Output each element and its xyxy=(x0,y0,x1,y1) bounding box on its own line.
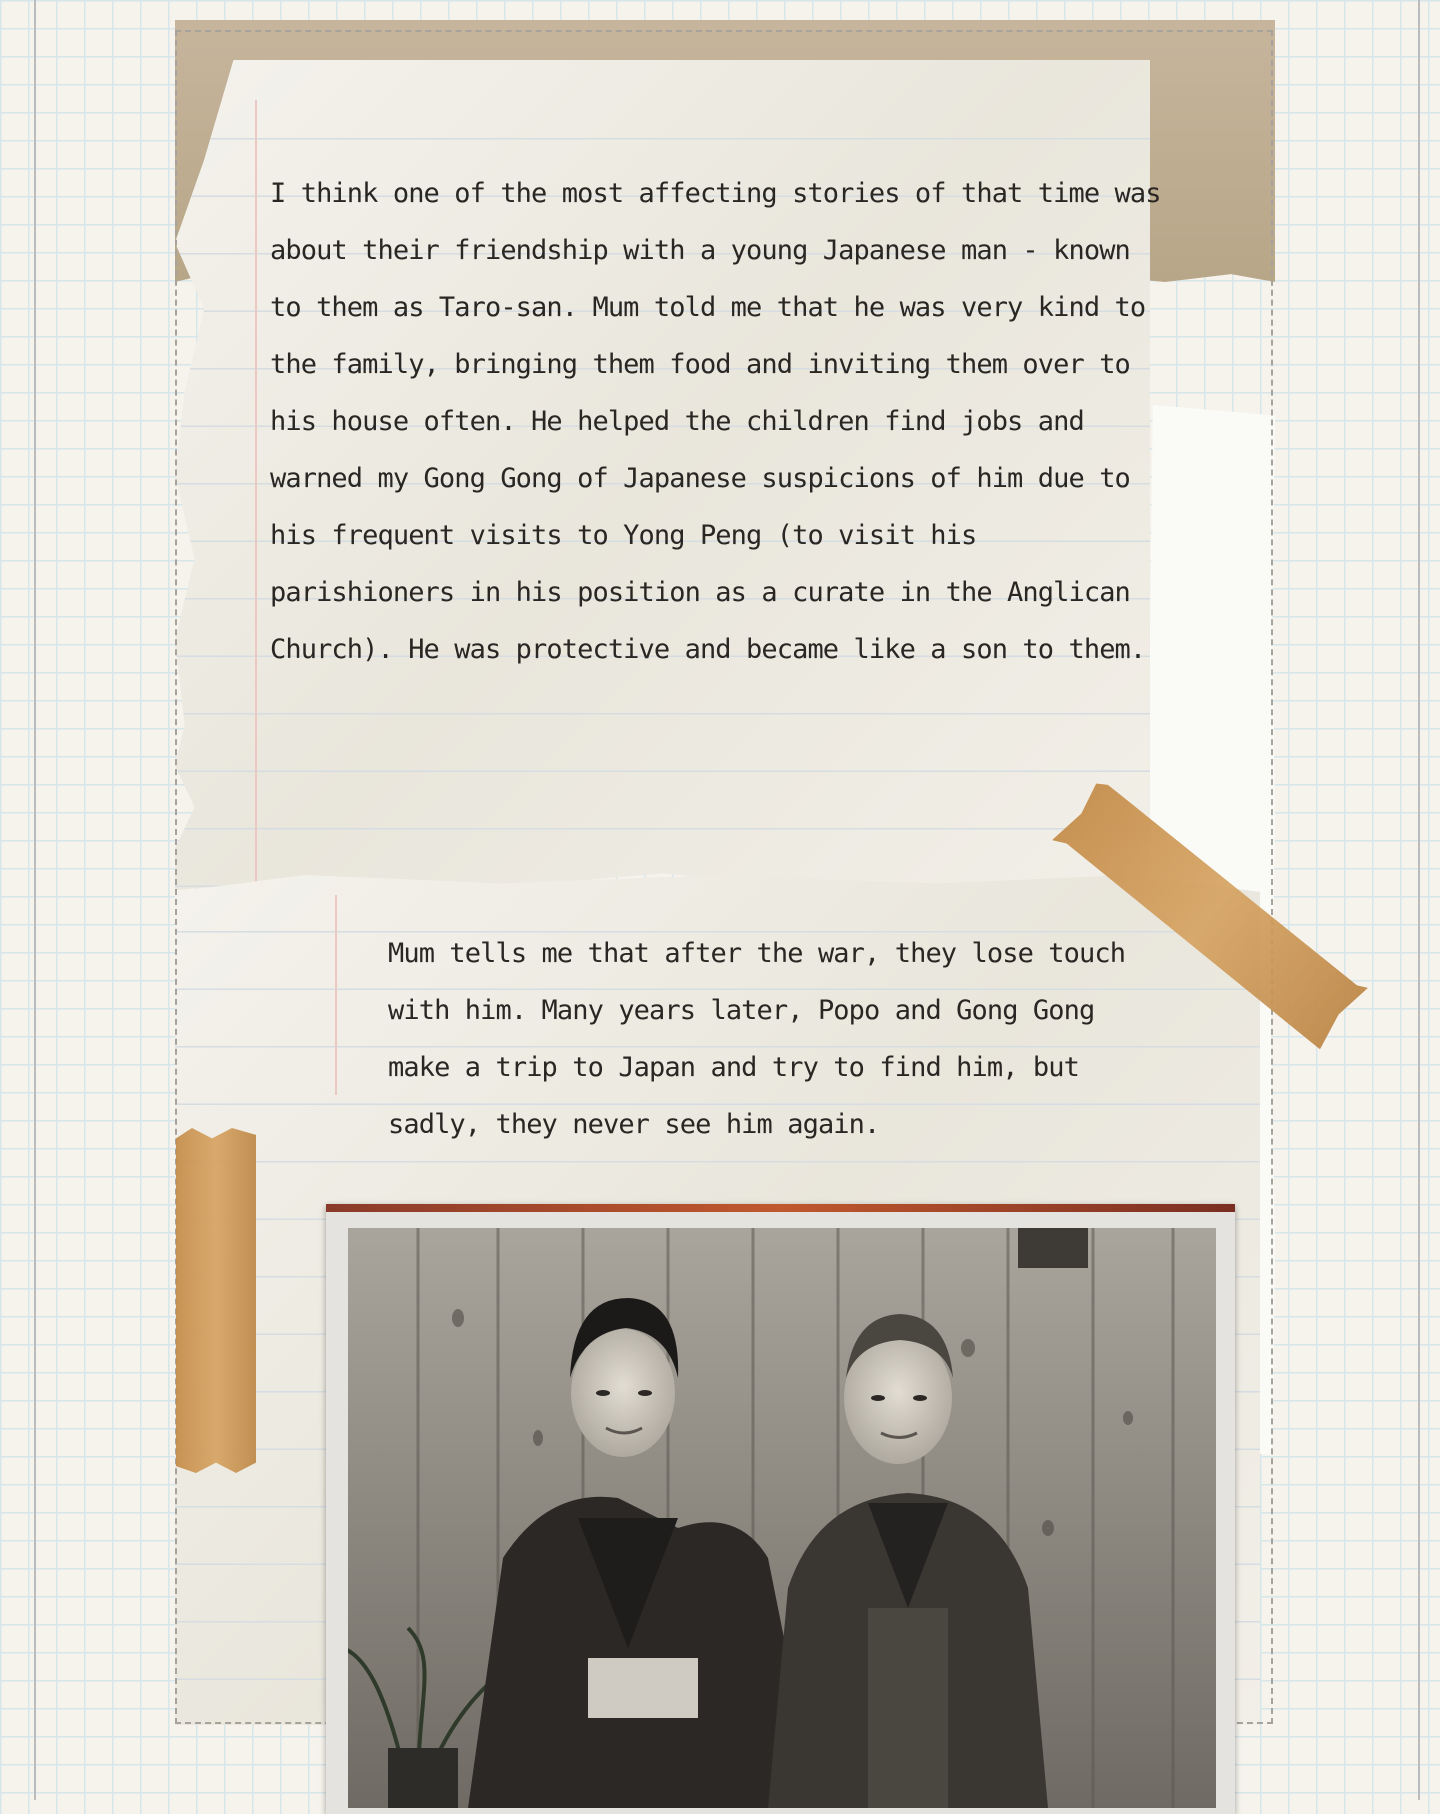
story-paragraph-2: Mum tells me that after the war, they lose touch with him. Many years later, Popo and Gong Gong make a trip to Japan and try to find him, but sadly, they never see him again. xyxy=(388,938,1126,1140)
photo-illustration xyxy=(348,1228,1216,1808)
page-edge-left xyxy=(34,0,36,1800)
tape-strip-vertical xyxy=(176,1128,256,1473)
page-edge-right xyxy=(1418,0,1420,1800)
photo-red-edge xyxy=(326,1204,1235,1212)
story-paragraph-1: I think one of the most affecting stories of that time was about their friendship with a young Japanese man - known to them as Taro-san. Mum told me that he was very kind to the family, bringing them food and inviting them over to his house often. He helped the children find jobs and warned my Gong Gong of Japanese suspicions of him due to his frequent visits to Yong Peng (to visit his parishioners in his position as a curate in the Anglican Church). He was protective and became like a son to them. xyxy=(270,178,1161,665)
vintage-photo-frame xyxy=(326,1204,1235,1814)
photo-woman-and-man-in-kimonos xyxy=(348,1228,1216,1808)
